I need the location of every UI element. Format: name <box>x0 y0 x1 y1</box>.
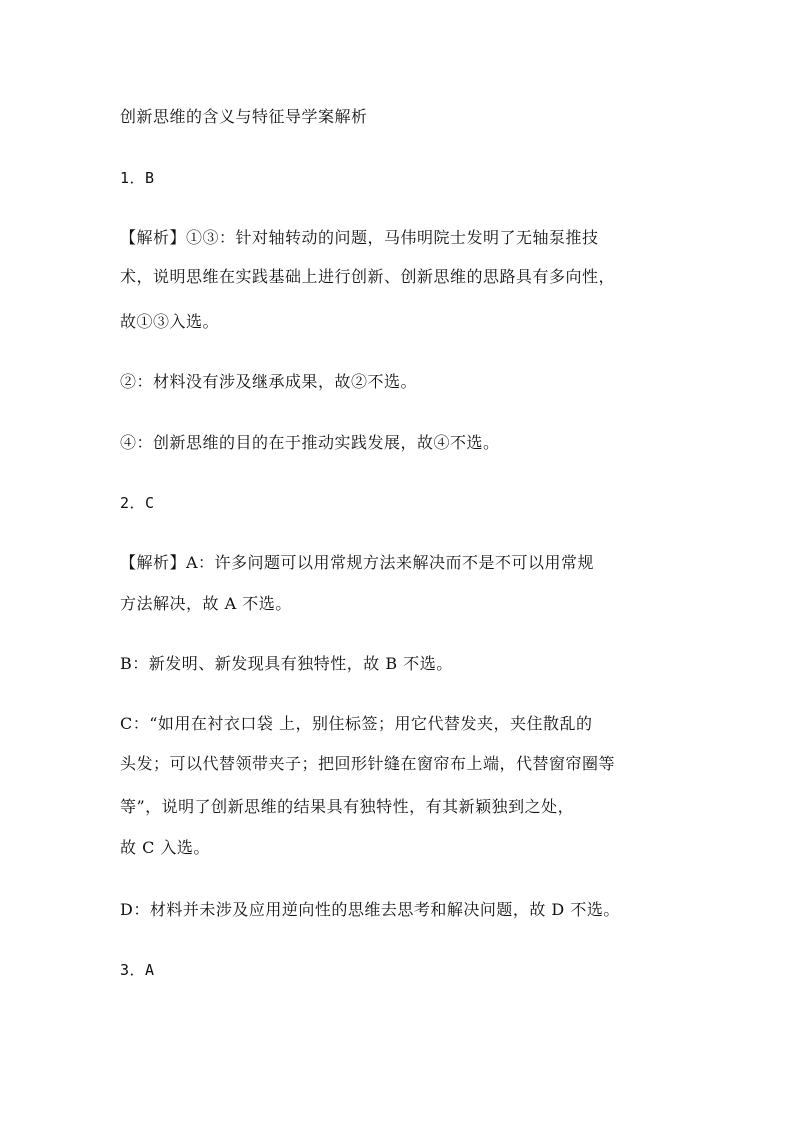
q2-analysis-line: 【解析】A：许多问题可以用常规方法来解决而不是不可以用常规 <box>120 553 595 572</box>
q2-analysis-line: B：新发明、新发现具有独特性，故 B 不选。 <box>120 654 453 673</box>
q1-analysis-line: 【解析】①③：针对轴转动的问题，马伟明院士发明了无轴泵推技 <box>120 228 599 247</box>
q2-analysis-line: D：材料并未涉及应用逆向性的思维去思考和解决问题，故 D 不选。 <box>120 900 620 919</box>
q2-analysis-line: 等”，说明了创新思维的结果具有独特性，有其新颖独到之处， <box>120 797 575 816</box>
q1-analysis-line: ④：创新思维的目的在于推动实践发展，故④不选。 <box>120 433 500 452</box>
q1-analysis-line: ②：材料没有涉及继承成果，故②不选。 <box>120 372 418 391</box>
document-title: 创新思维的含义与特征导学案解析 <box>120 107 368 126</box>
q1-analysis-line: 术，说明思维在实践基础上进行创新、创新思维的思路具有多向性， <box>120 267 616 286</box>
q2-answer: 2．C <box>120 494 155 512</box>
q2-analysis-line: 方法解决，故 A 不选。 <box>120 594 292 613</box>
q1-analysis-line: 故①③入选。 <box>120 312 220 331</box>
q1-answer: 1．B <box>120 169 155 187</box>
q2-analysis-line: 故 C 入选。 <box>120 838 210 857</box>
q3-answer: 3．A <box>120 961 155 979</box>
q2-analysis-line: 头发；可以代替领带夹子；把回形针缝在窗帘布上端，代替窗帘圈等 <box>120 754 616 773</box>
q2-analysis-line: C：“如用在衬衣口袋 上，别住标签；用它代替发夹，夹住散乱的 <box>120 714 593 733</box>
